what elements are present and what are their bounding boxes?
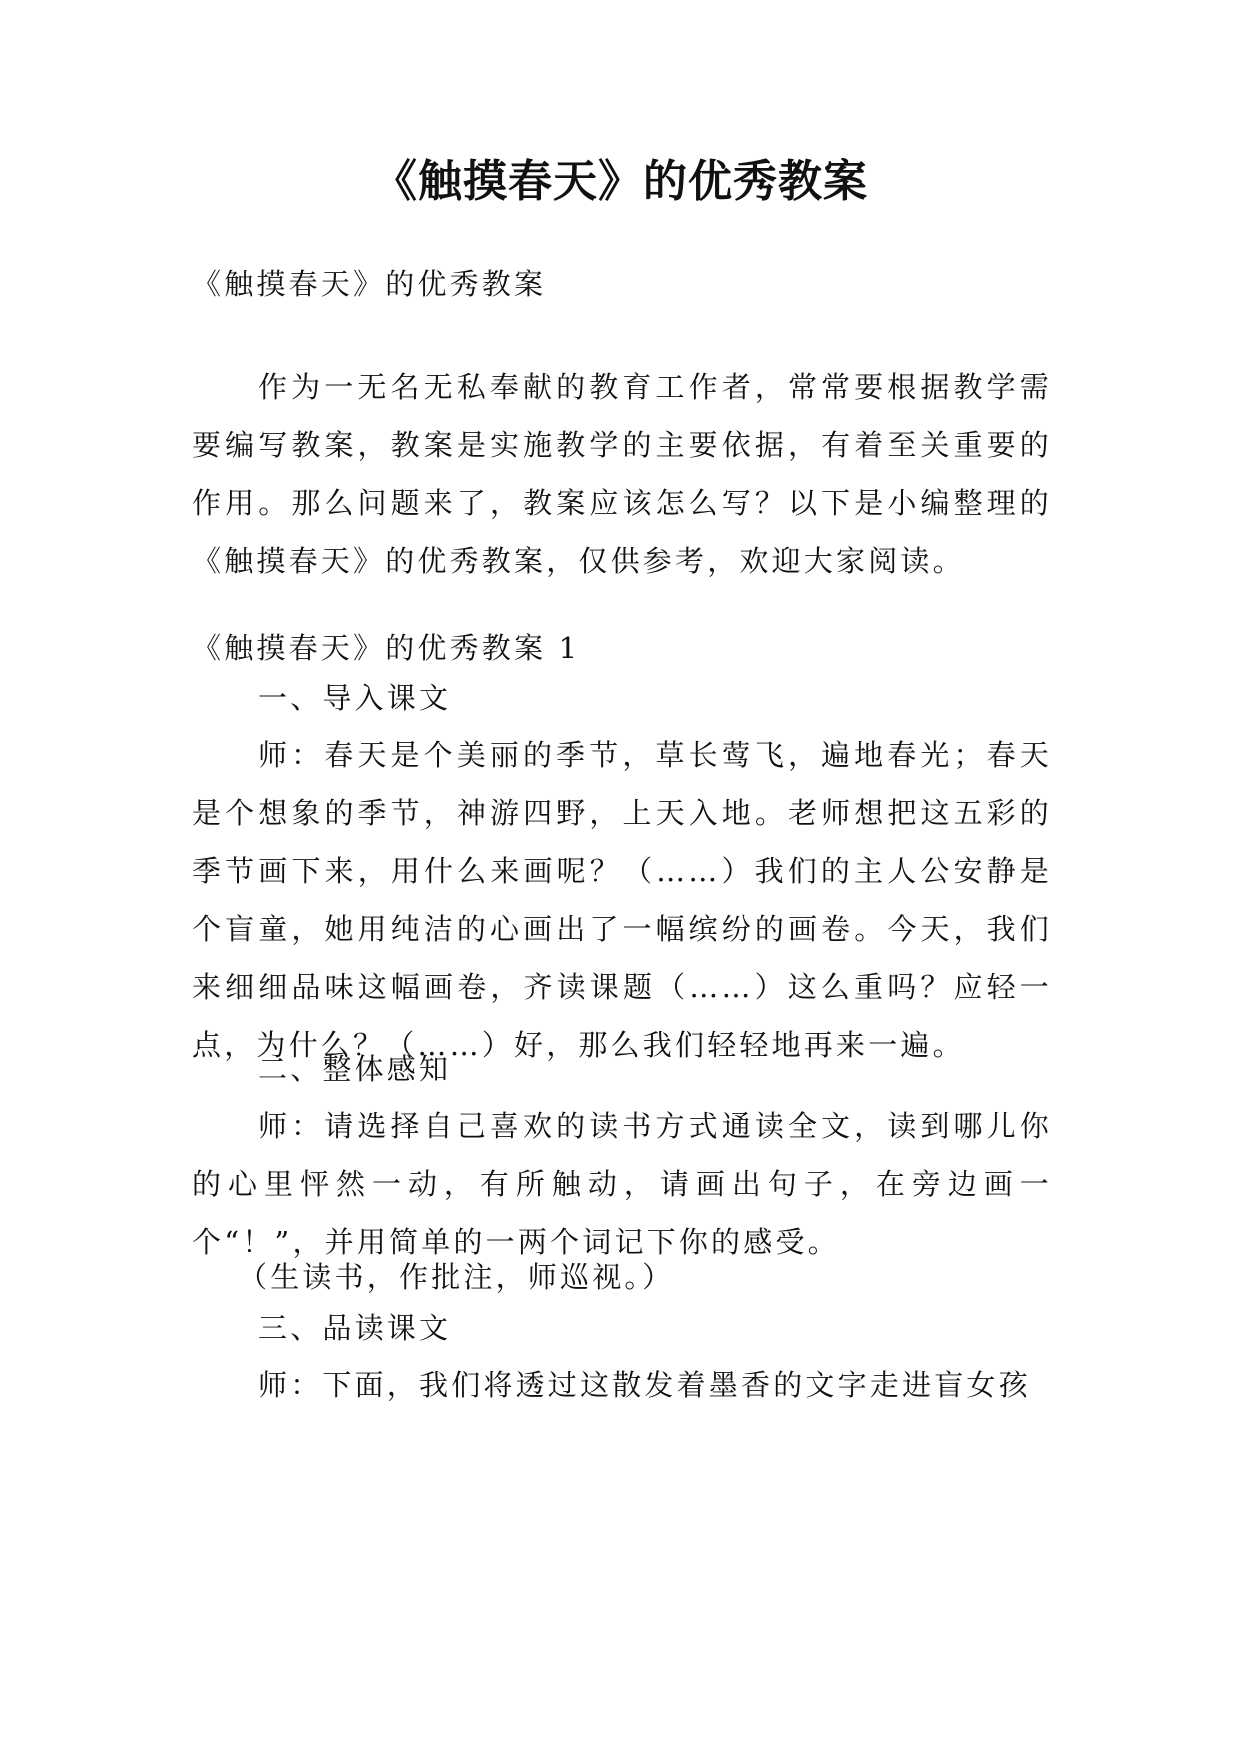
step-heading-3: 三、品读课文: [258, 1311, 452, 1345]
step-paragraph-3: 师：下面，我们将透过这散发着墨香的文字走进盲女孩: [258, 1368, 1031, 1402]
document-subtitle: 《触摸春天》的优秀教案: [192, 267, 547, 301]
step-heading-2: 二、整体感知: [258, 1052, 452, 1086]
section-title: 《触摸春天》的优秀教案 1: [192, 631, 581, 665]
document-title: 《触摸春天》的优秀教案: [373, 156, 868, 207]
step-paragraph-1: 师：春天是个美丽的季节，草长莺飞，遍地春光；春天是个想象的季节，神游四野，上天入地。老师想把这五彩的季节画下来，用什么来画呢？（……）我们的主人公安静是个盲童，她用纯洁的心画出了一幅缤纷的画卷。今天，我们来细细品味这幅画卷，齐读课题（……）这么重吗？应轻一点，为什么？（……）好，那么我们轻轻地再来一遍。: [192, 738, 1052, 1062]
intro-paragraph: 作为一无名无私奉献的教育工作者，常常要根据教学需要编写教案，教案是实施教学的主要依据，有着至关重要的作用。那么问题来了，教案应该怎么写？以下是小编整理的《触摸春天》的优秀教案，仅供参考，欢迎大家阅读。: [192, 370, 1052, 578]
step-note: （生读书，作批注，师巡视。）: [238, 1260, 675, 1294]
step-heading-1: 一、导入课文: [258, 681, 452, 715]
step-paragraph-2: 师：请选择自己喜欢的读书方式通读全文，读到哪儿你的心里怦然一动，有所触动，请画出句子，在旁边画一个“！”，并用简单的一两个词记下你的感受。: [192, 1109, 1052, 1259]
